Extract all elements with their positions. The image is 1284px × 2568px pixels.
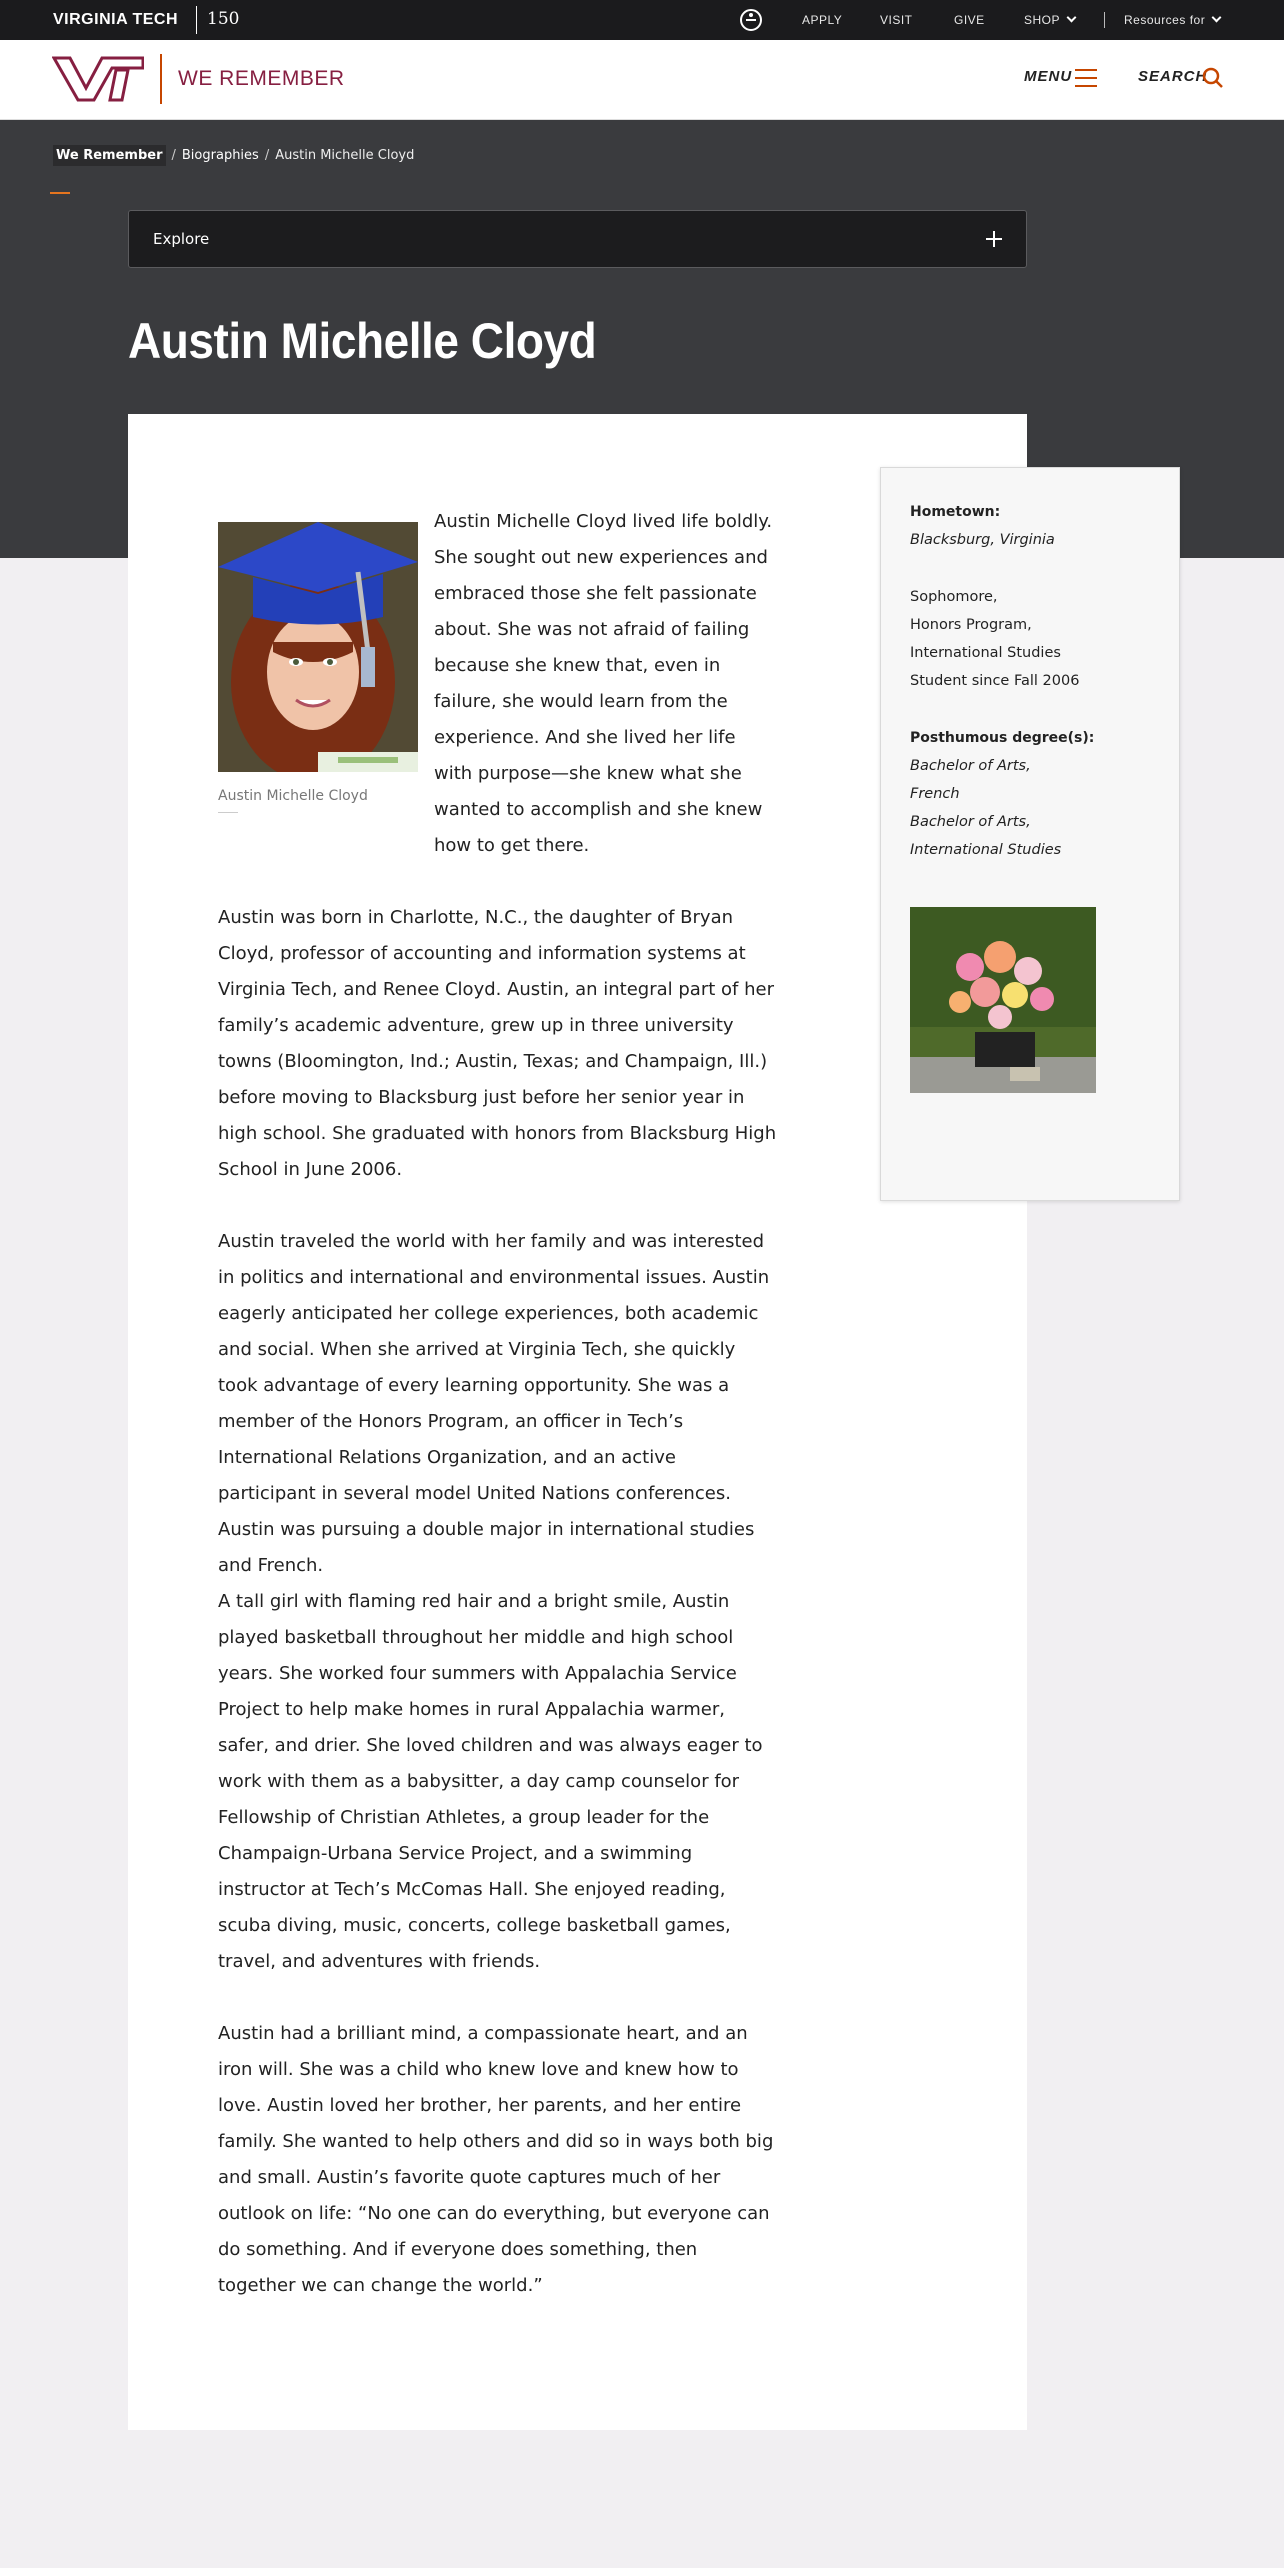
biography-paragraph: Austin Michelle Cloyd lived life boldly. She sought out new experiences and embraced those she felt passionate about. She was not afraid of failing because she knew that, even in failure, she would learn from the experience. And she lived her life with purpose—she knew what she wanted to accomplish and she knew how to get there.: [434, 511, 773, 856]
memorial-flowers-image: [910, 907, 1096, 1093]
anniversary-logo[interactable]: 150: [207, 9, 240, 29]
shop-label: SHOP: [1024, 13, 1061, 27]
chevron-down-icon: [1212, 13, 1222, 23]
site-title[interactable]: WE REMEMBER: [178, 67, 345, 90]
vt-logo[interactable]: [52, 56, 144, 102]
virginia-tech-wordmark[interactable]: VIRGINIA TECH: [53, 11, 179, 28]
degree-line: Bachelor of Arts,: [910, 814, 1031, 830]
portrait-image: [218, 522, 418, 772]
degree-line: French: [910, 786, 960, 802]
divider: [1104, 12, 1105, 28]
resources-label: Resources for: [1124, 13, 1206, 27]
menu-button[interactable]: MENU: [1024, 68, 1073, 85]
degrees-label: Posthumous degree(s):: [910, 730, 1095, 746]
shop-menu[interactable]: [1024, 13, 1075, 27]
info-sidebar: [880, 467, 1180, 1201]
accent-line: [50, 192, 70, 194]
caption-underline: [218, 812, 238, 813]
hometown-value: Blacksburg, Virginia: [910, 532, 1055, 548]
accessibility-icon[interactable]: [740, 9, 762, 31]
degree-line: International Studies: [910, 842, 1062, 858]
breadcrumb-current: Austin Michelle Cloyd: [275, 148, 415, 163]
search-icon[interactable]: [1202, 67, 1224, 89]
degree-line: Bachelor of Arts,: [910, 758, 1031, 774]
apply-link[interactable]: APPLY: [802, 13, 843, 27]
utility-bar: [0, 0, 1284, 40]
detail-line: Honors Program,: [910, 617, 1032, 633]
chevron-down-icon: [1067, 13, 1077, 23]
page-title: Austin Michelle Cloyd: [128, 313, 597, 369]
portrait-figure: [218, 522, 418, 813]
breadcrumb-we-remember[interactable]: We Remember: [53, 145, 166, 166]
biography-paragraph: Austin traveled the world with her family and was interested in politics and international and environmental issues. Austin eagerly anticipated her college experiences, both academic and social. When she arrived at Virginia Tech, she quickly took advantage of every learning opportunity. She was a member of the Honors Program, an officer in Tech’s International Relations Organization, and an active participant in several model United Nations conferences. Austin was pursuing a double major in international studies and French.: [218, 1231, 770, 1576]
biography-paragraph: A tall girl with flaming red hair and a bright smile, Austin played basketball throughout her middle and high school years. She worked four summers with Appalachia Service Project to help make homes in rural Appalachia warmer, safer, and drier. She loved children and was always eager to work with them as a babysitter, a day camp counselor for Fellowship of Christian Athletes, a group leader for the Champaign-Urbana Service Project, and a swimming instructor at Tech’s McComas Hall. She enjoyed reading, scuba diving, music, concerts, college basketball games, travel, and adventures with friends.: [218, 1591, 763, 1972]
visit-link[interactable]: VISIT: [880, 13, 913, 27]
site-header: [0, 40, 1284, 120]
divider: [160, 54, 162, 104]
resources-for-menu[interactable]: [1124, 13, 1220, 27]
hometown-label: Hometown:: [910, 504, 1001, 520]
detail-line: International Studies: [910, 645, 1061, 661]
hamburger-icon[interactable]: [1075, 69, 1097, 87]
breadcrumb: We Remember / Biographies / Austin Michelle Cloyd: [53, 148, 414, 163]
hometown-block: [910, 498, 1055, 554]
detail-line: Student since Fall 2006: [910, 673, 1080, 689]
search-button[interactable]: SEARCH: [1138, 68, 1208, 85]
explore-dropdown[interactable]: [128, 210, 1027, 268]
divider: [196, 6, 197, 34]
student-details: [910, 583, 1079, 695]
detail-line: Sophomore,: [910, 589, 998, 605]
biography-paragraph: Austin had a brilliant mind, a compassionate heart, and an iron will. She was a child who knew love and knew how to love. Austin loved her brother, her parents, and her entire family. She wanted to help others and did so in ways both big and small. Austin’s favorite quote captures much of her outlook on life: “No one can do everything, but everyone can do something. And if everyone does something, then together we can change the world.”: [218, 2023, 774, 2296]
biography-paragraph: Austin was born in Charlotte, N.C., the daughter of Bryan Cloyd, professor of accounting and information systems at Virginia Tech, and Renee Cloyd. Austin, an integral part of her family’s academic adventure, grew up in three university towns (Bloomington, Ind.; Austin, Texas; and Champaign, Ill.) before moving to Blacksburg just before her senior year in high school. She graduated with honors from Blacksburg High School in June 2006.: [218, 907, 777, 1180]
explore-label: Explore: [153, 230, 210, 248]
degrees-block: [910, 724, 1094, 864]
breadcrumb-biographies[interactable]: Biographies: [181, 148, 259, 163]
plus-icon: [986, 231, 1002, 247]
portrait-caption: Austin Michelle Cloyd: [218, 788, 368, 804]
give-link[interactable]: GIVE: [954, 13, 985, 27]
